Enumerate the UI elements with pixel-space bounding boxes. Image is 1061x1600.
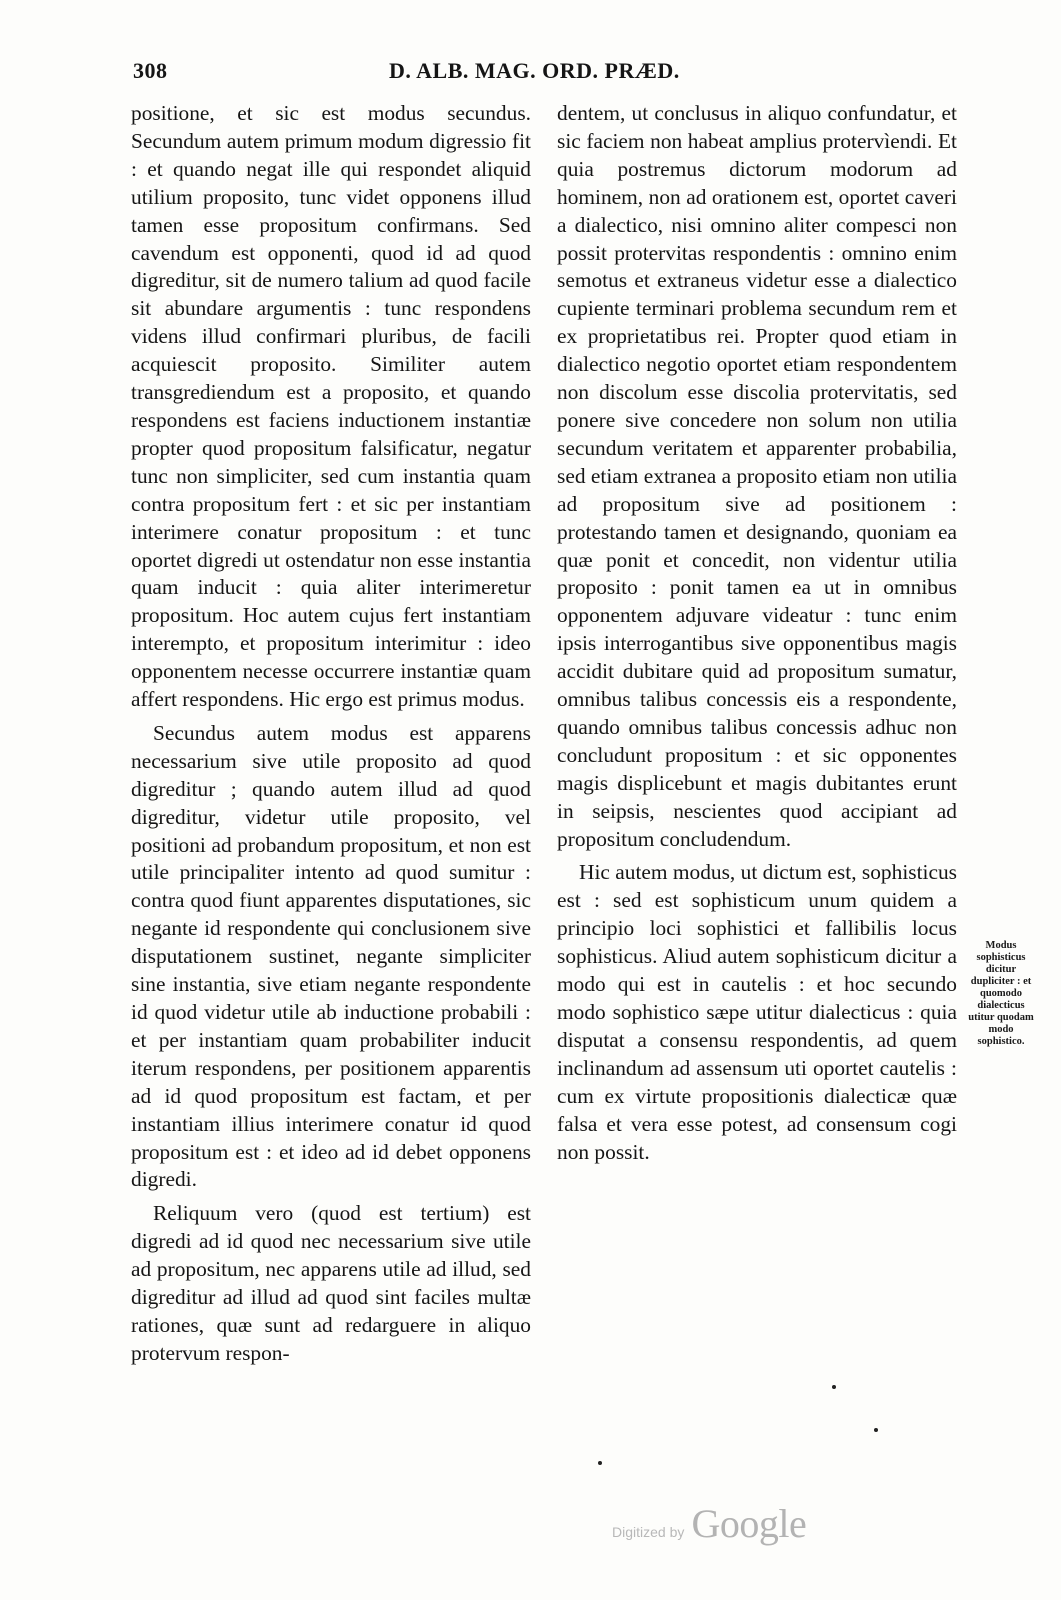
left-column	[131, 100, 531, 1368]
watermark-prefix: Digitized by	[612, 1524, 685, 1540]
paragraph: dentem, ut conclusus in aliquo confundatur, et sic faciem non habeat amplius protervìendi. Et quia postremus dictorum modorum ad hominem, non ad orationem est, oportet caveri a dialectico, nisi omnino aliter compesci non possit protervitas respondentis : omnino enim semotus et extraneus videtur esse a dialectico cupiente terminari problema secundum rem et ex proprietatibus rei. Propter quod etiam in dialectico negotio oportet etiam respondentem non discolum esse discolia protervitatis, sed ponere sive concedere non solum non utilia secundum veritatem et apparenter probabilia, sed etiam extranea a proposito etiam non utilia ad propositum sive ad positionem : protestando tamen et designando, quoniam ea quæ ponit et concedit, non videntur utilia proposito : ponit tamen ea ut in omnibus opponentem adjuvare videatur : tunc enim ipsis interrogantibus sive opponentibus magis accidit dubitare quid ad propositum sumatur, omnibus talibus concessis eis a respondente, quando omnibus talibus concessis adhuc non concludunt propositum : et sic opponentes magis displicebunt et magis dubitantes erunt in seipsis, nescientes quod accipiant ad propositum concludendum.	[557, 101, 957, 851]
paragraph: Hic autem modus, ut dictum est, sophisticus est : sed est sophisticum unum quidem a principio loci sophistici et fallibilis locus sophisticus. Aliud autem sophisticum dicitur a modo qui est in cautelis : et hoc secundo modo sophistico sæpe utitur dialecticus : quia disputat a consensu respondentis, ad quem inclinandum ad assensum uti oportet cautelis : cum ex virtute propositionis dialecticæ quæ falsa et vera esse potest, ad consensum cogi non possit.	[557, 860, 957, 1164]
speck-dot	[598, 1461, 602, 1465]
paragraph: positione, et sic est modus secundus. Secundum autem primum modum digressio fit : et quando negat ille qui respondet aliquid utilium proposito, tunc videt opponens illud tamen esse propositum confirmans. Sed cavendum est opponenti, quod id ad quod digreditur, sit de numero talium ad quod facile sit abundare argumentis : tunc respondens videns illud confirmari pluribus, de facili acquiescit proposito. Similiter autem transgrediendum est a proposito, et quando respondens est faciens inductionem instantiæ propter quod propositum falsificatur, negatur tunc non simpliciter, sed cum instantia quam contra propositum fert : et sic per instantiam interimere conatur propositum : et tunc oportet digredi ut ostendatur non esse instantia quam inducit : quia aliter interimeretur propositum. Hoc autem cujus fert instantiam interempto, et propositum interimitur : ideo opponentem necesse occurrere instantiæ quam affert respondens. Hic ergo est primus modus.	[131, 101, 531, 712]
google-logo: Google	[691, 1501, 807, 1546]
digitized-watermark	[612, 1500, 842, 1550]
marginal-note: Modus sophisticus dicitur dupliciter : et quomodo dialecticus utitur quodam modo sophistico.	[968, 940, 1034, 1047]
running-title: D. ALB. MAG. ORD. PRÆD.	[389, 58, 680, 83]
speck-dot	[832, 1385, 836, 1389]
speck-dot	[874, 1428, 878, 1432]
page-number: 308	[133, 58, 168, 83]
paragraph: Secundus autem modus est apparens necessarium sive utile proposito ad quod digreditur ; quando autem illud ad quod digreditur, videtur utile proposito, vel positioni ad probandum propositum, et non est utile principaliter intento ad quod sumitur : contra quod fiunt apparentes disputationes, sic negante id respondente qui conclusionem sive disputationem sustinet, negante simpliciter sine instantia, sive etiam negante respondente id quod videtur utile ab inductione probabili : et per instantiam quam probabiliter inducit iterum respondens, per positionem apparentis ad id quod propositum est factam, et per instantiam illius interimere conatur id quod propositum est : et ideo ad id debet opponens digredi.	[131, 720, 531, 1192]
paragraph: Reliquum vero (quod est tertium) est digredi ad id quod nec necessarium sive utile ad propositum, nec apparens utile ad illud, sed digreditur ad illud ad quod sint faciles multæ rationes, quæ sunt ad redarguere in aliquo protervum respon-	[131, 1201, 531, 1365]
page-header	[133, 58, 733, 92]
right-column	[557, 100, 957, 1166]
